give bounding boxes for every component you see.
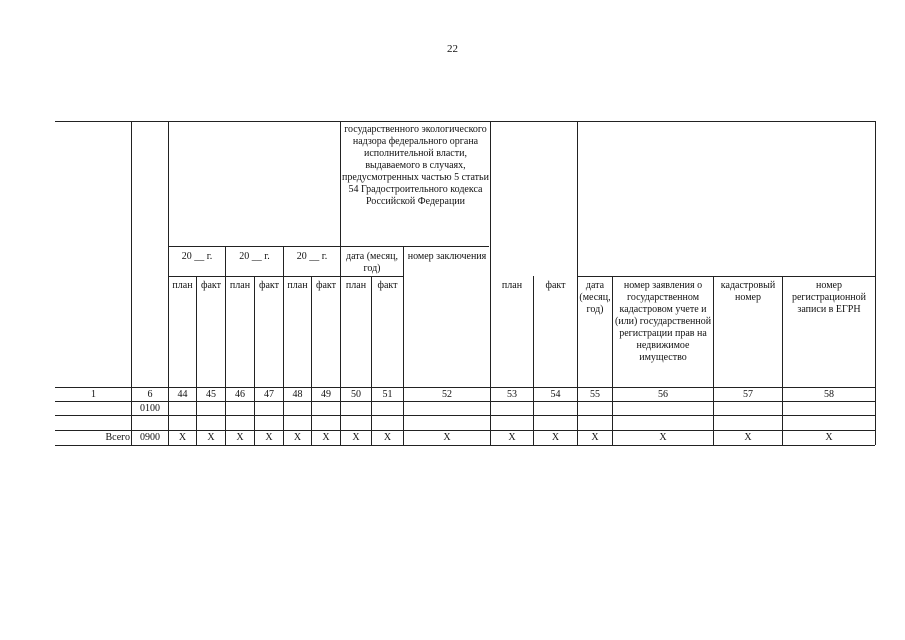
header-fact: факт: [315, 280, 336, 291]
x-mark: X: [825, 432, 833, 443]
col-num: 47: [264, 389, 274, 400]
x-mark: X: [508, 432, 516, 443]
col-num: 45: [206, 389, 216, 400]
x-mark: X: [352, 432, 360, 443]
col-num: 53: [507, 389, 517, 400]
x-mark: X: [591, 432, 599, 443]
col-num: 44: [177, 389, 188, 400]
col-num: 46: [235, 389, 245, 400]
header-cadastral-number: кадастровый номер: [720, 280, 776, 303]
x-mark: X: [207, 432, 215, 443]
total-code: 0900: [140, 432, 160, 443]
row-code: 0100: [140, 403, 160, 414]
header-egrn-number: номер регистрационной записи в ЕГРН: [791, 280, 867, 315]
header-application-number: номер заявления о государственном кадастровом учете и (или) государственной регистрации прав на недвижимое имущество: [614, 280, 712, 363]
col-num: 55: [590, 389, 600, 400]
header-plan: план: [287, 280, 308, 291]
col-num: 56: [658, 389, 668, 400]
header-date-2: дата (месяц, год): [579, 280, 611, 315]
header-fact: факт: [377, 280, 398, 291]
header-conclusion-number: номер заключения: [407, 251, 487, 262]
header-fact: факт: [545, 280, 566, 291]
x-mark: X: [383, 432, 392, 443]
page-number: 22: [447, 43, 458, 55]
col-num: 50: [351, 389, 361, 400]
header-year-1: 20 __ г.: [181, 251, 213, 262]
x-mark: X: [443, 432, 451, 443]
col-num: 6: [147, 389, 153, 400]
col-num: 58: [824, 389, 834, 400]
x-mark: X: [322, 432, 330, 443]
x-mark: X: [659, 432, 667, 443]
header-plan: план: [172, 280, 193, 291]
col-num: 49: [321, 389, 331, 400]
header-plan: план: [501, 280, 523, 291]
col-num: 1: [91, 389, 96, 400]
col-num: 52: [442, 389, 452, 400]
header-fact: факт: [200, 280, 221, 291]
col-num: 48: [292, 389, 303, 400]
header-date-1: дата (месяц, год): [346, 251, 398, 274]
col-num: 54: [550, 389, 561, 400]
header-col-description: государственного экологического надзора федерального органа исполнительной власти, выдаваемого в случаях, предусмотренных частью 5 статьи 54 Градостроительного кодекса Российской Федерации: [342, 124, 489, 207]
header-plan: план: [229, 280, 251, 291]
col-num: 51: [382, 389, 393, 400]
x-mark: X: [178, 432, 187, 443]
total-label: Всего: [105, 432, 130, 443]
x-mark: X: [744, 432, 752, 443]
x-mark: X: [551, 432, 560, 443]
x-mark: X: [265, 432, 273, 443]
header-plan: план: [345, 280, 367, 291]
col-num: 57: [743, 389, 753, 400]
header-year-2: 20 __ г.: [239, 251, 270, 262]
header-year-3: 20 __ г.: [296, 251, 328, 262]
x-mark: X: [236, 432, 244, 443]
header-fact: факт: [258, 280, 279, 291]
x-mark: X: [293, 432, 302, 443]
